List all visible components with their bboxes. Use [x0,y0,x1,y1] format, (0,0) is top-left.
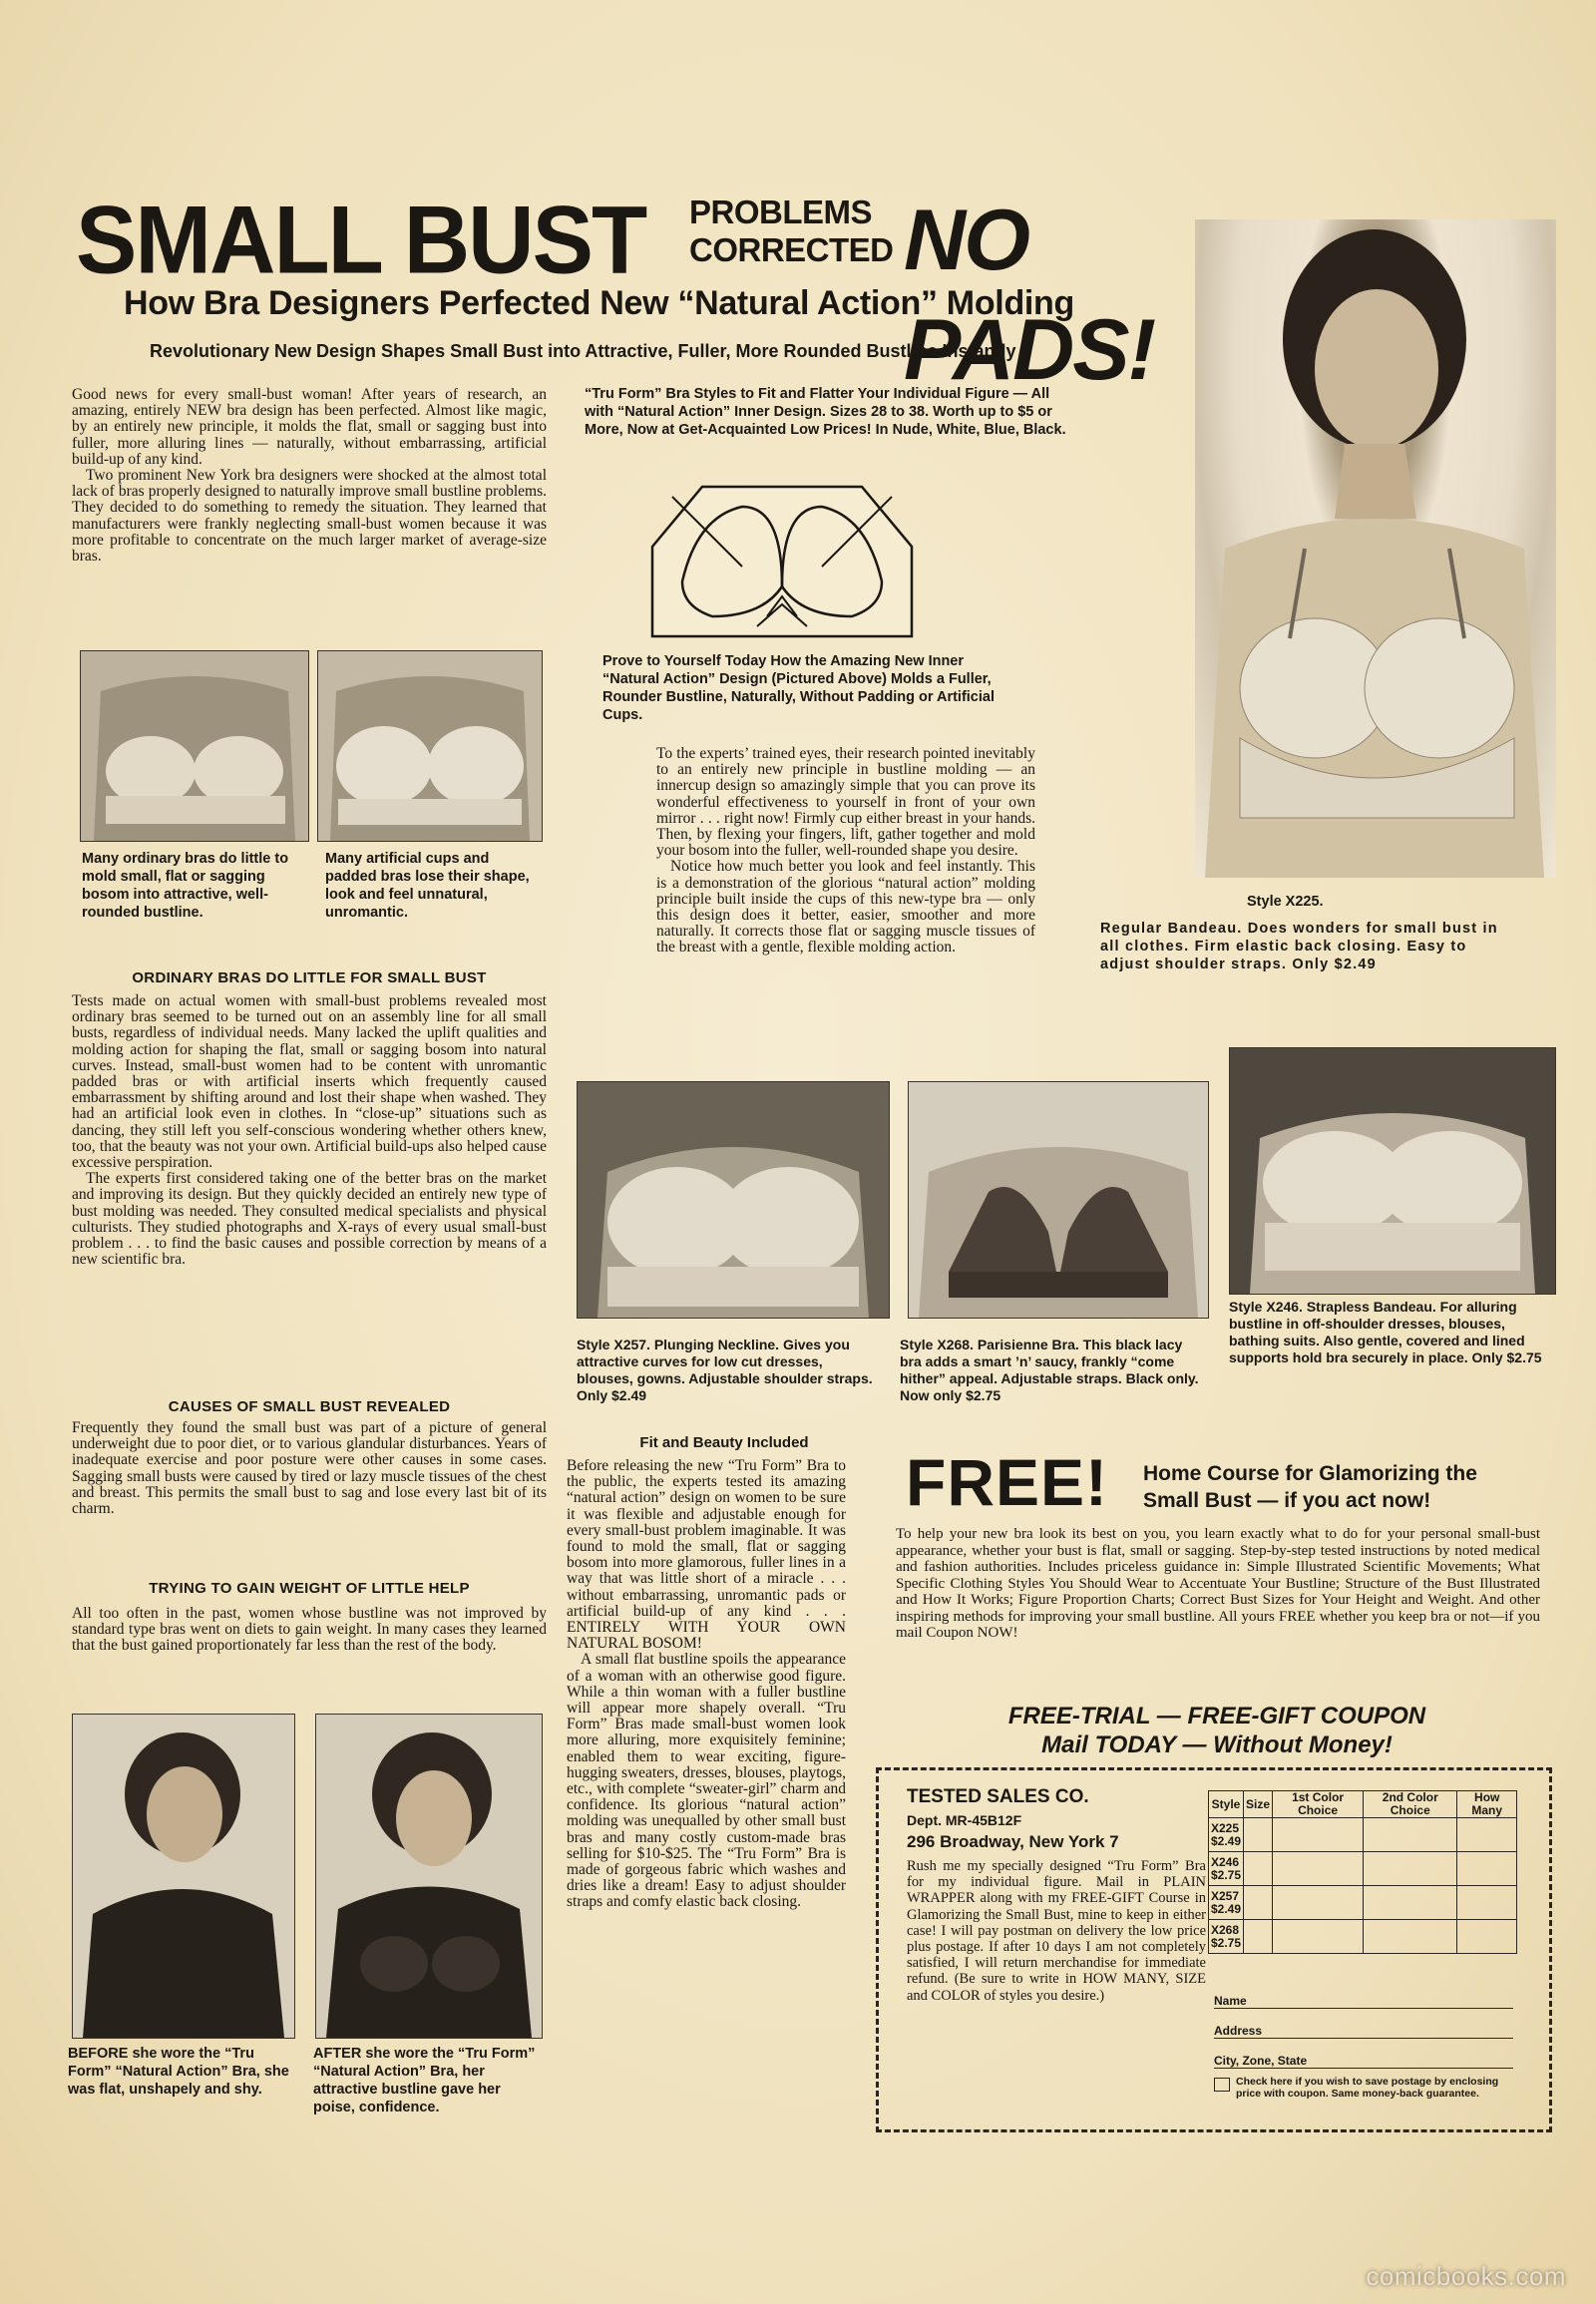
style-x268-photo [908,1081,1209,1319]
color2-cell[interactable] [1364,1852,1457,1886]
padded-bra-illustration [318,651,542,841]
style-x268-desc: Style X268. Parisienne Bra. This black lacy bra adds a smart ’n’ saucy, frankly “come hither” appeal. Adjustable straps. Black only. Now only $2.75 [900,1337,1199,1403]
natural-action-diagram [642,477,922,642]
city-field[interactable] [1214,2054,1513,2069]
ordinary-paragraph-2: The experts first considered taking one of the better bras on the market and improving its design. But they quickly decided an entirely new type of bust molding was needed. They consulted medical specialists and physical culturists. They studied photographs and X-rays of every usual small-bust problem . . . to find the basic causes and possible correction by means of a new scientific bra. [72,1170,547,1269]
section-causes-text [72,1420,547,1517]
color2-cell[interactable] [1364,1920,1457,1954]
row-style-cell [1209,1852,1244,1886]
x257-bra-illustration [578,1082,889,1318]
qty-cell[interactable] [1457,1852,1517,1886]
coupon-address: 296 Broadway, New York 7 [907,1832,1119,1851]
x268-bra-illustration [909,1082,1208,1318]
postage-checkbox[interactable] [1214,2078,1230,2092]
style-x246-photo [1229,1047,1556,1295]
model-x225-illustration [1195,219,1556,878]
ordinary-bra-photo [80,650,309,842]
row-style-code: X257 [1211,1888,1240,1903]
color1-cell[interactable] [1273,1818,1364,1852]
causes-paragraph: Frequently they found the small bust was part of a picture of general underweight due to poor diet, or to various glandular disturbances. Years of inadequate exercise and poor posture were other causes in some cases. Sagging small busts were caused by tired or lazy muscle tissues of the chest and breast. This permits the small bust to sag and lose every last bit of its charm. [72,1419,547,1518]
city-label: City, Zone, State [1214,2054,1308,2068]
row-style-code: X246 [1211,1854,1240,1869]
coupon-header [898,1702,1536,1759]
style-x257-desc: Style X257. Plunging Neckline. Gives you attractive curves for low cut dresses, blouses, gowns. Adjustable shoulder straps. Only $2.49 [577,1337,873,1403]
col-how-many: How Many [1457,1791,1517,1818]
style-x225-label: Style X225. [1247,894,1324,910]
coupon-header-1: FREE-TRIAL — FREE-GIFT COUPON [1007,1703,1426,1729]
size-cell[interactable] [1244,1852,1273,1886]
headline-main: SMALL BUST [76,187,646,294]
experts-paragraph-2: Notice how much better you look and feel instantly. This is a demonstration of the glorious “natural action” molding principle built inside the cups of this new-type bra — only this design does it better, easier, smoother and more naturally. It corrects those flat or sagging muscle tissues of the breast with a gentle, flexible molding action. [656,858,1035,957]
fit-paragraph-2: A small flat bustline spoils the appearance of a woman with an otherwise good figure. While a thin woman with a fuller bustline will appear more shapely overall. “Tru Form” Bras made small-bust women look more alluring, more exquisitely feminine; enabled them to wear exciting, figure-hugging sweaters, dresses, blouses, playtogs, etc., with complete “sweater-girl” charm and confidence. Its glorious “natural action” molding was unequalled by other small bust bras and many costly custom-made bras selling for $10-$25. The “Tru Form” Bra is made of gorgeous fabric which washes and dries like a dream! Easy to adjust shoulder straps and comfy elastic back closing. [567,1651,846,1911]
style-x225-desc: Regular Bandeau. Does wonders for small bust in all clothes. Firm elastic back closing. Easy to adjust shoulder straps. Only $2.49 [1100,921,1498,972]
section-ordinary-bras-title: ORDINARY BRAS DO LITTLE FOR SMALL BUST [132,969,487,986]
headline-corrected: CORRECTED [689,231,894,268]
name-field[interactable] [1214,1994,1513,2009]
fit-beauty-title: Fit and Beauty Included [639,1434,809,1451]
free-offer-text [896,1526,1540,1642]
intro-paragraph-2: Two prominent New York bra designers were shocked at the almost total lack of bras properly designed to naturally improve small bustline problems. They decided to do something to remedy the situation. They learned that manufacturers were frankly neglecting small-bust women because it was more profitable to concentrate on the much larger market of average-size bras. [72,467,547,566]
free-offer-paragraph: To help your new bra look its best on you, you learn exactly what to do for your personal small-bust appearance, whether your bust is flat, small or sagging. Step-by-step tested instructions by noted medical and fashion authorities. Includes priceless guidance in: Simple Illustrated Scientific Movements; What Specific Clothing Styles You Should Wear to Accentuate Your Bustline; Structure of the Bust Illustrated and How It Works; Figure Proportion Charts; Correct Bust Sizes for Your Height and Weight. And other inspiring methods for improving your small bustline. All yours FREE whether you keep bra or not—if you mail Coupon NOW! [896,1526,1540,1641]
row-style-price: $2.75 [1211,1935,1242,1950]
row-style-price: $2.49 [1211,1901,1242,1916]
after-caption: AFTER she wore the “Tru Form” “Natural Action” Bra, her attractive bustline gave her poise, confidence. [313,2046,536,2115]
intro-text [72,387,547,565]
x246-bra-illustration [1230,1048,1555,1294]
fit-beauty-text [567,1458,846,1911]
before-caption: BEFORE she wore the “Tru Form” “Natural Action” Bra, she was flat, unshapely and shy. [68,2046,289,2098]
size-cell[interactable] [1244,1886,1273,1920]
before-woman-illustration [73,1715,294,2038]
coupon-company: TESTED SALES CO. [907,1786,1089,1807]
ordinary-bra-illustration [81,651,308,841]
table-row[interactable] [1209,1852,1517,1886]
col-color2: 2nd Color Choice [1364,1791,1457,1818]
order-table-header [1209,1791,1517,1818]
padded-bra-caption: Many artificial cups and padded bras lose their shape, look and feel unnatural, unromantic. [325,851,530,921]
row-style-code: X268 [1211,1922,1240,1937]
section-weight-title: TRYING TO GAIN WEIGHT OF LITTLE HELP [149,1580,470,1597]
color1-cell[interactable] [1273,1886,1364,1920]
table-row[interactable] [1209,1920,1517,1954]
row-style-cell [1209,1818,1244,1852]
row-style-price: $2.75 [1211,1867,1242,1882]
bra-diagram-illustration [642,477,922,642]
weight-paragraph: All too often in the past, women whose bustline was not improved by standard type bras went on diets to gain weight. In many cases they learned that the bust gained proportionately far less than the rest of the body. [72,1605,547,1655]
section-weight-text [72,1606,547,1655]
experts-paragraph-1: To the experts’ trained eyes, their research pointed inevitably to an entirely new principle in bustline molding — an innercup design so amazingly simple that you can prove its wonderful effectiveness to yourself in front of your own mirror . . . right now! Firmly cup either breast in your hands. Then, by flexing your fingers, lift, gather together and mold your bosom into the fuller, well-rounded shape you desire. [656,745,1035,860]
address-field[interactable] [1214,2024,1513,2039]
size-cell[interactable] [1244,1920,1273,1954]
qty-cell[interactable] [1457,1920,1517,1954]
row-style-code: X225 [1211,1820,1240,1835]
styles-intro: “Tru Form” Bra Styles to Fit and Flatter Your Individual Figure — All with “Natural Action” Inner Design. Sizes 28 to 38. Worth up to $5 or More, Now at Get-Acquainted Low Prices! In Nude, White, Blue, Black. [585,386,1066,438]
address-label: Address [1214,2024,1263,2038]
free-title: FREE! [906,1445,1108,1519]
qty-cell[interactable] [1457,1886,1517,1920]
before-photo [72,1714,295,2039]
row-style-cell [1209,1920,1244,1954]
color1-cell[interactable] [1273,1852,1364,1886]
padded-bra-photo [317,650,543,842]
fit-paragraph-1: Before releasing the new “Tru Form” Bra to the public, the experts tested its amazing “natural action” design on women to be sure it was flexible and adjustable enough for every small-bust problem imaginable. It was found to mold the small, flat or sagging bosom into more glamorous, fuller lines in a way that was little short of a miracle . . . without embarrassing, unromantic pads or artificial build-up of any kind . . . ENTIRELY WITH YOUR OWN NATURAL BOSOM! [567,1457,846,1653]
col-style: Style [1209,1791,1244,1818]
color2-cell[interactable] [1364,1886,1457,1920]
free-offer-title: Home Course for Glamorizing the Small Bust — if you act now! [1143,1462,1477,1512]
site-watermark: comicbooks.com [1366,2261,1566,2291]
order-table [1208,1790,1517,1954]
table-row[interactable] [1209,1818,1517,1852]
coupon-dept: Dept. MR-45B12F [907,1812,1022,1828]
row-style-price: $2.49 [1211,1833,1242,1848]
headline-no-pads: NO PADS! [904,192,1155,398]
ordinary-paragraph-1: Tests made on actual women with small-bust problems revealed most ordinary bras seemed to be turned out on an assembly line for all small busts, regardless of individual needs. Many lacked the uplift qualities and molding action for shaping the flat, small or sagging bosom into natural curves. Instead, small-bust women had to be content with unromantic padded bras or with artificial inserts which frequently caused embarrassment by shifting around and lost their shape when washed. They had an artificial look even in clothes. In “close-up” situations such as dancing, they still left you self-conscious wondering whether others knew, too, that the beauty was not your own. Artificial build-ups also helped cause excessive perspiration. [72,992,547,1172]
headline-stack [689,193,894,269]
experts-text [656,746,1035,957]
subheadline: How Bra Designers Perfected New “Natural Action” Molding [124,284,1074,322]
color1-cell[interactable] [1273,1920,1364,1954]
table-row[interactable] [1209,1886,1517,1920]
color2-cell[interactable] [1364,1818,1457,1852]
section-ordinary-bras-text [72,993,547,1268]
style-x257-photo [577,1081,890,1319]
name-label: Name [1214,1994,1247,2008]
qty-cell[interactable] [1457,1818,1517,1852]
after-woman-illustration [316,1715,542,2038]
row-style-cell [1209,1886,1244,1920]
model-photo-x225 [1195,219,1556,878]
coupon-body: Rush me my specially designed “Tru Form” Bra for my individual figure. Mail in PLAIN WRAPPER along with my FREE-GIFT Course in Glamorizing the Small Bust, mine to keep in either case! I will pay postman on delivery the low price plus postage. If after 10 days I am not completely satisfied, I will return merchandise for immediate refund. (Be sure to write in HOW MANY, SIZE and COLOR of styles you desire.) [907,1858,1206,2004]
after-photo [315,1714,543,2039]
postage-note: Check here if you wish to save postage by enclosing price with coupon. Same money-back guarantee. [1236,2076,1499,2100]
style-x246-desc: Style X246. Strapless Bandeau. For alluring bustline in off-shoulder dresses, blouses, bathing suits. Also gentle, covered and lined supports hold bra securely in place. Only $2.75 [1229,1299,1542,1365]
diagram-caption: Prove to Yourself Today How the Amazing New Inner “Natural Action” Design (Pictured Above) Molds a Fuller, Rounder Bustline, Naturally, Without Padding or Artificial Cups. [602,653,995,723]
size-cell[interactable] [1244,1818,1273,1852]
coupon-header-2: Mail TODAY — Without Money! [1041,1731,1393,1758]
order-coupon[interactable] [876,1767,1552,2132]
headline-problems: PROBLEMS [689,193,873,230]
deck-line: Revolutionary New Design Shapes Small Bust into Attractive, Fuller, More Rounded Bustline Instantly [150,341,1016,361]
intro-paragraph-1: Good news for every small-bust woman! After years of research, an amazing, entirely NEW bra design has been perfected. Almost like magic, by an entirely new principle, it molds the flat, small or sagging bust into fuller, more alluring lines — naturally, without embarrassing, artificial build-up of any kind. [72,386,547,468]
col-color1: 1st Color Choice [1273,1791,1364,1818]
ordinary-bra-caption: Many ordinary bras do little to mold small, flat or sagging bosom into attractive, well-rounded bustline. [82,851,289,921]
col-size: Size [1244,1791,1273,1818]
section-causes-title: CAUSES OF SMALL BUST REVEALED [168,1398,451,1415]
